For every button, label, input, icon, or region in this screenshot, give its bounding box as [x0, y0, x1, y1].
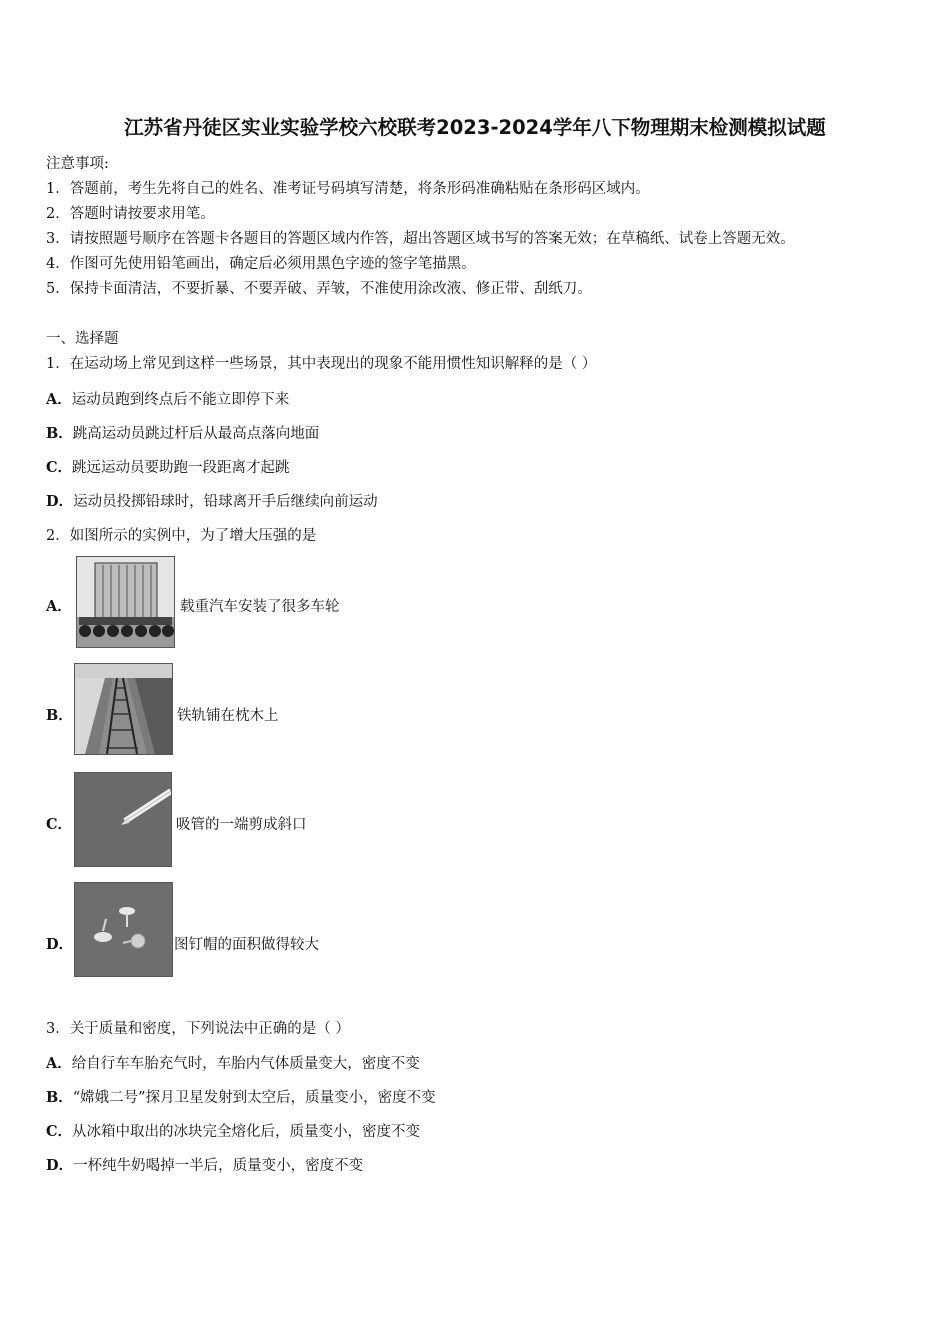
straw-image: [74, 772, 172, 867]
q1-option-b-label: B．: [46, 425, 73, 442]
q1-option-a: [46, 388, 289, 409]
q3-option-b: [46, 1086, 436, 1107]
pushpin-illustration: [75, 883, 172, 976]
q3-option-c: [46, 1120, 420, 1141]
q2-option-a-label: A．: [46, 598, 72, 615]
q1-option-a-label: A．: [46, 391, 72, 408]
q1-option-c: [46, 456, 290, 477]
q3-option-a: [46, 1052, 420, 1073]
q1-option-d: [46, 490, 378, 511]
q1-option-b-text: 跳高运动员跳过杆后从最高点落向地面: [72, 426, 320, 442]
q3-option-c-label: C．: [46, 1123, 73, 1140]
section-heading: 一、选择题: [46, 331, 119, 347]
railway-image: [74, 663, 173, 755]
q1-option-c-label: C．: [46, 459, 73, 476]
pushpin-image: [74, 882, 173, 977]
q3-option-d-label: D．: [46, 1157, 74, 1174]
notice-item-4: 4．作图可先使用铅笔画出，确定后必须用黑色字迹的签字笔描黑。: [46, 256, 476, 272]
q3-stem: 3．关于质量和密度，下列说法中正确的是（ ）: [46, 1021, 350, 1037]
q1-option-d-text: 运动员投掷铅球时，铅球离开手后继续向前运动: [73, 494, 378, 510]
notice-heading: 注意事项:: [46, 156, 109, 172]
q2-option-a-text: 载重汽车安装了很多车轮: [180, 599, 340, 615]
q1-option-a-text: 运动员跑到终点后不能立即停下来: [71, 392, 290, 408]
q2-option-d-text: 图钉帽的面积做得较大: [174, 937, 319, 953]
straw-illustration: [75, 773, 171, 866]
q1-option-c-text: 跳远运动员要助跑一段距离才起跳: [72, 460, 290, 476]
q2-option-d-label: D．: [46, 936, 74, 953]
q1-option-d-label: D．: [46, 493, 74, 510]
q3-option-b-text: “嫦娥二号”探月卫星发射到太空后，质量变小，密度不变: [72, 1090, 436, 1106]
notice-item-5: 5．保持卡面清洁，不要折暴、不要弄破、弄皱，不准使用涂改液、修正带、刮纸刀。: [46, 281, 592, 297]
truck-illustration: [77, 557, 174, 647]
q3-option-a-text: 给自行车车胎充气时，车胎内气体质量变大，密度不变: [71, 1056, 420, 1072]
truck-image: [76, 556, 175, 648]
notice-item-1: 1．答题前，考生先将自己的姓名、准考证号码填写清楚，将条形码准确粘贴在条形码区域内。: [46, 181, 650, 197]
q3-option-b-label: B．: [46, 1089, 73, 1106]
notice-item-2: 2．答题时请按要求用笔。: [46, 206, 215, 222]
q2-option-b-text: 铁轨铺在枕木上: [177, 708, 279, 724]
exam-title: 江苏省丹徒区实业实验学校六校联考2023-2024学年八下物理期末检测模拟试题: [124, 116, 826, 139]
q3-option-a-label: A．: [46, 1055, 72, 1072]
q1-option-b: [46, 422, 319, 443]
railway-illustration: [75, 664, 172, 754]
q1-stem: 1．在运动场上常见到这样一些场景，其中表现出的现象不能用惯性知识解释的是（ ）: [46, 356, 597, 372]
q3-option-d: [46, 1154, 363, 1175]
q2-option-b-label: B．: [46, 707, 73, 724]
q2-option-c-label: C．: [46, 816, 73, 833]
q3-option-c-text: 从冰箱中取出的冰块完全熔化后，质量变小，密度不变: [72, 1124, 421, 1140]
q3-option-d-text: 一杯纯牛奶喝掉一半后，质量变小，密度不变: [73, 1158, 364, 1174]
q2-option-c-text: 吸管的一端剪成斜口: [176, 817, 307, 833]
notice-item-3: 3．请按照题号顺序在答题卡各题目的答题区域内作答，超出答题区域书写的答案无效；在草稿纸、试卷上答题无效。: [46, 231, 795, 247]
q2-stem: 2．如图所示的实例中，为了增大压强的是: [46, 528, 317, 544]
